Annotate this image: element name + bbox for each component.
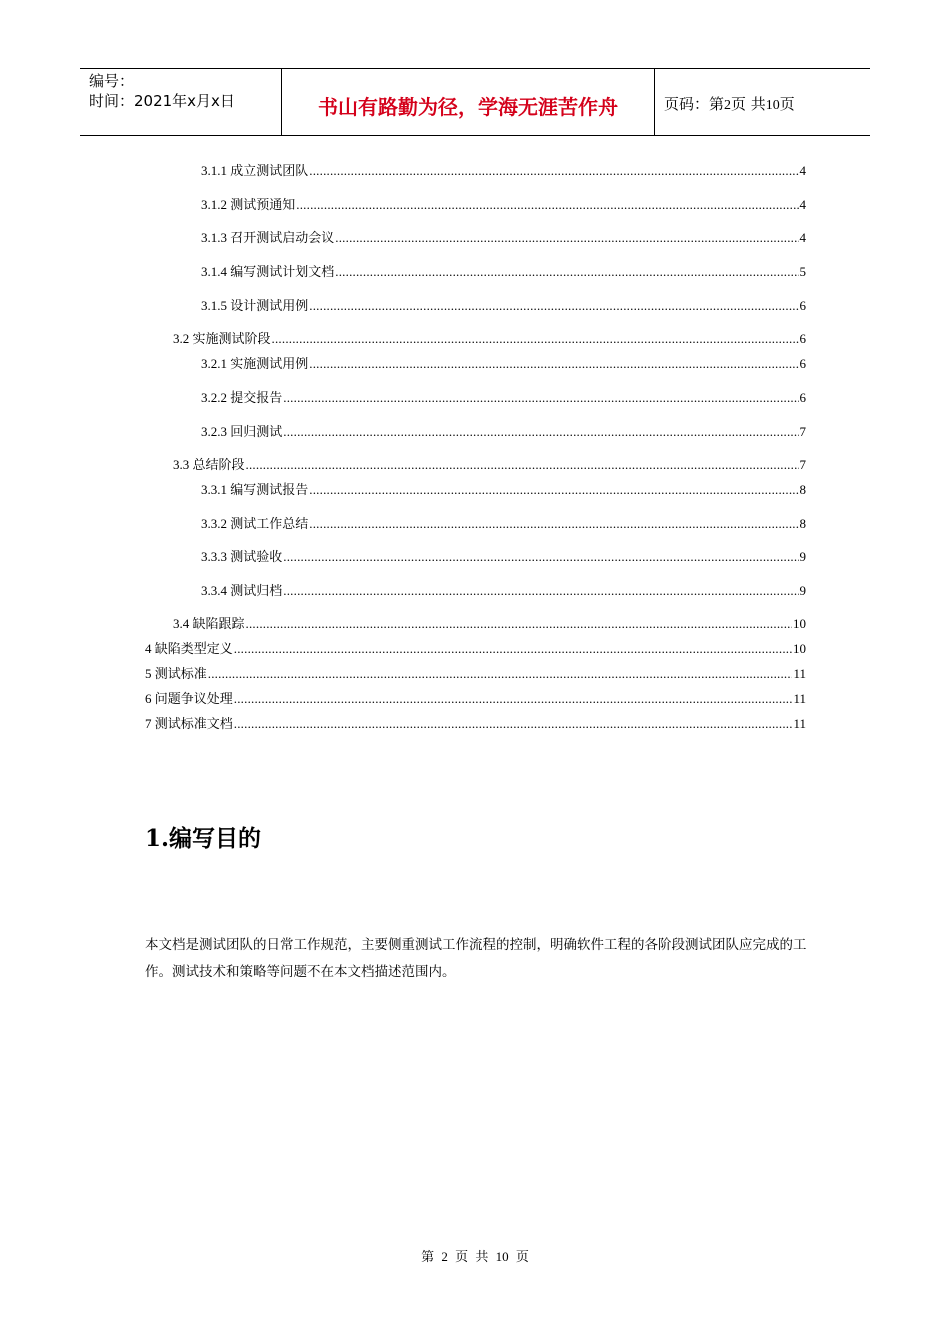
toc-entry-label: 3.3.2 测试工作总结 bbox=[201, 516, 309, 531]
toc-entry[interactable] bbox=[201, 583, 806, 599]
toc-entry[interactable] bbox=[201, 197, 806, 213]
toc-entry-label: 3.1.3 召开测试启动会议 bbox=[201, 230, 335, 245]
toc-leader-dots bbox=[309, 516, 798, 532]
page-mid: 页 共 bbox=[731, 95, 766, 113]
toc-entry-page: 6 bbox=[799, 390, 806, 405]
toc-entry[interactable] bbox=[173, 457, 806, 473]
toc-entry-label: 6 问题争议处理 bbox=[145, 691, 233, 706]
toc-entry[interactable] bbox=[145, 716, 806, 732]
toc-entry-page: 8 bbox=[799, 516, 806, 531]
toc-entry-page: 11 bbox=[793, 691, 806, 706]
toc-entry-label: 3.2.2 提交报告 bbox=[201, 390, 283, 405]
page-suffix: 页 bbox=[779, 95, 795, 113]
toc-entry[interactable] bbox=[145, 691, 806, 707]
toc-entry-label: 3.4 缺陷跟踪 bbox=[173, 616, 245, 631]
page-footer: 第 2 页 共 10 页 bbox=[421, 1249, 529, 1264]
toc-entry-page: 11 bbox=[793, 716, 806, 731]
toc-entry-page: 9 bbox=[799, 549, 806, 564]
toc-leader-dots bbox=[309, 482, 798, 498]
toc-entry-label: 3.1.5 设计测试用例 bbox=[201, 298, 309, 313]
toc-leader-dots bbox=[246, 616, 792, 632]
toc-entry-label: 3.2.3 回归测试 bbox=[201, 424, 283, 439]
toc-entry[interactable] bbox=[201, 516, 806, 532]
toc-leader-dots bbox=[309, 356, 798, 372]
page-header bbox=[80, 68, 870, 136]
toc-leader-dots bbox=[335, 264, 798, 280]
toc-entry-label: 3.2.1 实施测试用例 bbox=[201, 356, 309, 371]
toc-entry-label: 3.3.1 编写测试报告 bbox=[201, 482, 309, 497]
toc-entry[interactable] bbox=[173, 331, 806, 347]
page-current: 2 bbox=[724, 98, 732, 113]
toc-entry-label: 7 测试标准文档 bbox=[145, 716, 233, 731]
toc-entry-page: 11 bbox=[793, 666, 806, 681]
toc-leader-dots bbox=[283, 390, 798, 406]
toc-leader-dots bbox=[234, 716, 793, 732]
toc-entry-label: 3.3.4 测试归档 bbox=[201, 583, 283, 598]
toc-entry-label: 3.3.3 测试验收 bbox=[201, 549, 283, 564]
header-page-number bbox=[655, 69, 870, 135]
toc-entry-label: 3.1.4 编写测试计划文档 bbox=[201, 264, 335, 279]
page-prefix: 页码：第 bbox=[664, 95, 725, 113]
toc-leader-dots bbox=[208, 666, 793, 682]
toc-entry[interactable] bbox=[201, 264, 806, 280]
toc-entry[interactable] bbox=[201, 163, 806, 179]
toc-entry[interactable] bbox=[145, 666, 806, 682]
toc-entry-label: 4 缺陷类型定义 bbox=[145, 641, 233, 656]
toc-entry-page: 4 bbox=[799, 163, 806, 178]
toc-entry-page: 4 bbox=[799, 230, 806, 245]
toc-entry-page: 4 bbox=[799, 197, 806, 212]
toc-entry[interactable] bbox=[145, 641, 806, 657]
page-total: 10 bbox=[765, 98, 780, 113]
toc-entry-page: 10 bbox=[793, 616, 806, 631]
section-heading: 1.编写目的 bbox=[145, 825, 262, 852]
toc-entry-label: 5 测试标准 bbox=[145, 666, 207, 681]
toc-entry-page: 8 bbox=[799, 482, 806, 497]
toc-entry[interactable] bbox=[201, 482, 806, 498]
toc-leader-dots bbox=[309, 298, 798, 314]
toc-entry-page: 9 bbox=[799, 583, 806, 598]
toc-leader-dots bbox=[246, 457, 799, 473]
toc-leader-dots bbox=[309, 163, 798, 179]
toc-entry-page: 6 bbox=[799, 331, 806, 346]
toc-entry[interactable] bbox=[201, 230, 806, 246]
toc-entry[interactable] bbox=[201, 549, 806, 565]
toc-entry-page: 6 bbox=[799, 298, 806, 313]
section-paragraph: 本文档是测试团队的日常工作规范，主要侧重测试工作流程的控制，明确软件工程的各阶段测试团队应完成的工作。测试技术和策略等问题不在本文档描述范围内。 bbox=[145, 937, 807, 980]
toc-entry-page: 6 bbox=[799, 356, 806, 371]
toc-entry[interactable] bbox=[201, 356, 806, 372]
toc-entry-label: 3.3 总结阶段 bbox=[173, 457, 245, 472]
toc-leader-dots bbox=[335, 230, 798, 246]
toc-leader-dots bbox=[283, 549, 798, 565]
toc-leader-dots bbox=[234, 641, 792, 657]
toc-entry[interactable] bbox=[201, 298, 806, 314]
toc-entry-page: 5 bbox=[799, 264, 806, 279]
toc-entry-label: 3.2 实施测试阶段 bbox=[173, 331, 271, 346]
toc-entry[interactable] bbox=[201, 390, 806, 406]
toc-entry-label: 3.1.1 成立测试团队 bbox=[201, 163, 309, 178]
toc-leader-dots bbox=[296, 197, 798, 213]
toc-entry-label: 3.1.2 测试预通知 bbox=[201, 197, 296, 212]
header-info-cell bbox=[80, 69, 281, 135]
toc-entry[interactable] bbox=[201, 424, 806, 440]
toc-leader-dots bbox=[283, 424, 798, 440]
doc-number-label: 编号： bbox=[89, 72, 135, 90]
toc-entry[interactable] bbox=[173, 616, 806, 632]
toc-entry-page: 7 bbox=[799, 424, 806, 439]
toc-leader-dots bbox=[283, 583, 798, 599]
header-motto: 书山有路勤为径，学海无涯苦作舟 bbox=[281, 69, 655, 135]
toc-leader-dots bbox=[272, 331, 799, 347]
time-label: 时间：2021年x月x日 bbox=[89, 92, 235, 110]
toc-entry-page: 7 bbox=[799, 457, 806, 472]
toc-entry-page: 10 bbox=[793, 641, 806, 656]
toc-leader-dots bbox=[234, 691, 793, 707]
